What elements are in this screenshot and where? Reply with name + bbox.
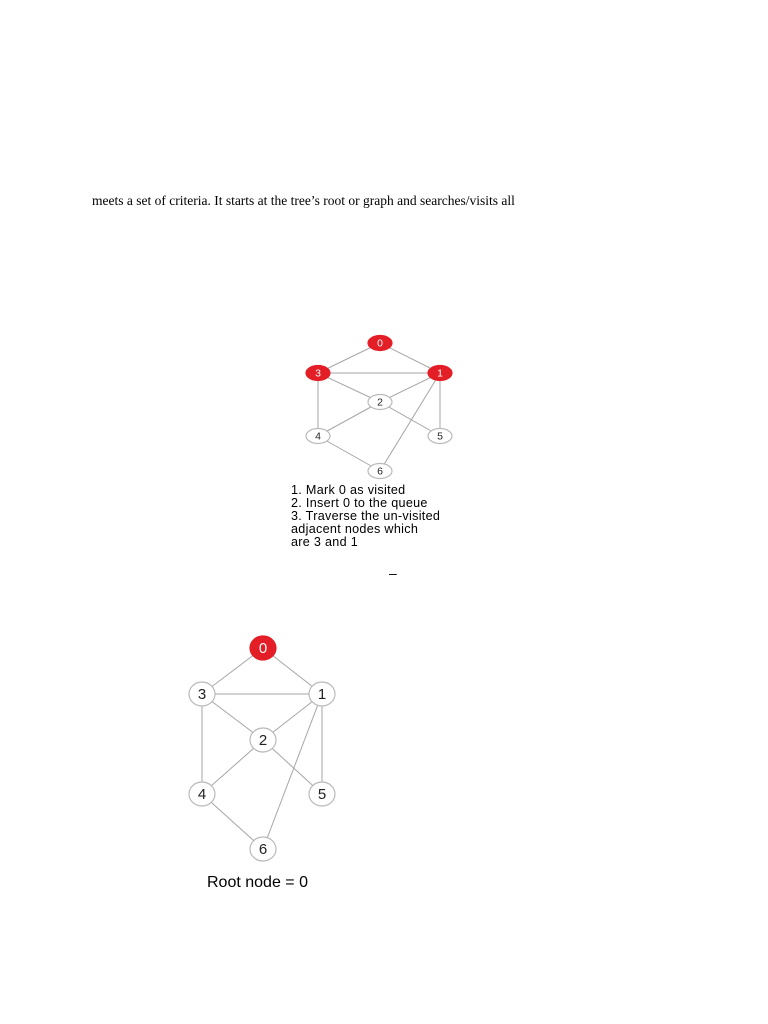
node-label: 3 bbox=[197, 686, 207, 703]
node-label: 3 bbox=[315, 367, 321, 380]
node-label: 5 bbox=[317, 786, 327, 803]
node-label: 5 bbox=[437, 430, 443, 443]
node-label: 6 bbox=[377, 465, 383, 478]
graph-node-5 bbox=[309, 782, 335, 806]
node-label: 2 bbox=[258, 732, 268, 749]
node-label: 1 bbox=[317, 686, 327, 703]
step-line: are 3 and 1 bbox=[291, 535, 359, 549]
graph-node-4 bbox=[189, 782, 215, 806]
node-label: 0 bbox=[377, 337, 383, 350]
root-node-caption: Root node = 0 bbox=[207, 874, 308, 891]
node-label: 4 bbox=[315, 430, 321, 443]
paragraph-text: meets a set of criteria. It starts at the tree’s root or graph and searches/visits all bbox=[92, 193, 515, 208]
graph-node-2 bbox=[250, 728, 276, 752]
step-line: 2. Insert 0 to the queue bbox=[291, 496, 428, 510]
node-label: 0 bbox=[258, 640, 268, 657]
step-line: adjacent nodes which bbox=[291, 522, 419, 536]
step-line: 3. Traverse the un-visited bbox=[291, 509, 441, 523]
graph-node-6 bbox=[250, 837, 276, 861]
node-label: 6 bbox=[258, 841, 268, 858]
step-line: 1. Mark 0 as visited bbox=[291, 483, 406, 497]
node-label: 1 bbox=[437, 367, 443, 380]
dash-mark: – bbox=[389, 565, 397, 581]
graph-node-1 bbox=[309, 682, 335, 706]
node-label: 2 bbox=[377, 396, 383, 409]
graph-node-0 bbox=[250, 636, 276, 660]
node-label: 4 bbox=[197, 786, 207, 803]
graph-node-3 bbox=[189, 682, 215, 706]
